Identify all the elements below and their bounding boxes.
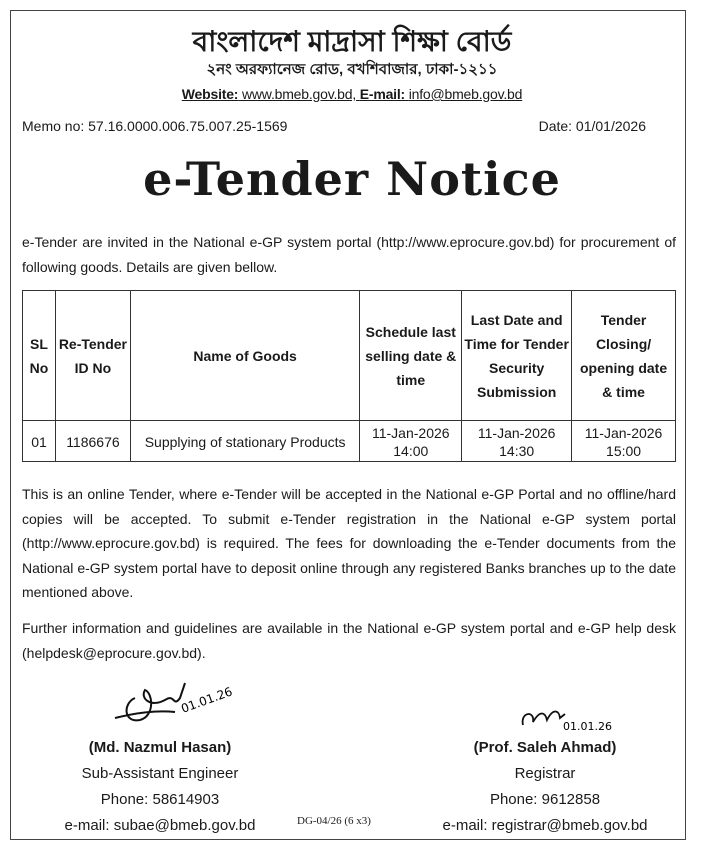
- cell-sl: 01: [23, 421, 56, 462]
- website-link[interactable]: www.bmeb.gov.bd,: [241, 86, 357, 102]
- email-label: E-mail:: [359, 86, 406, 102]
- signatory-name: (Prof. Saleh Ahmad): [473, 739, 617, 756]
- tender-table: [22, 290, 676, 462]
- cell-id: 1186676: [55, 421, 130, 462]
- signatory-left: [40, 735, 280, 839]
- table-row: [23, 421, 676, 462]
- further-info-paragraph: Further information and guidelines are available in the National e-GP system portal and e-GP help desk (helpdesk@eprocure.gov.bd).: [22, 620, 676, 661]
- memo-number: Memo no: 57.16.0000.006.75.007.25-1569: [22, 118, 288, 134]
- intro-paragraph: e-Tender are invited in the National e-GP system portal (http://www.eprocure.gov.bd) for procurement of following goods. Details are given bellow.: [22, 234, 676, 275]
- signature-left: [105, 678, 235, 728]
- header-closing: Tender Closing/ opening date & time: [572, 291, 676, 421]
- cell-goods: Supplying of stationary Products: [130, 421, 359, 462]
- cell-closing: 11-Jan-2026 15:00: [572, 421, 676, 462]
- website-label: Website:: [181, 86, 239, 102]
- notice-date: Date: 01/01/2026: [538, 118, 646, 134]
- signatory-name: (Md. Nazmul Hasan): [88, 739, 232, 756]
- signatory-email[interactable]: e-mail: registrar@bmeb.gov.bd: [442, 817, 648, 834]
- header-security: Last Date and Time for Tender Security Submission: [462, 291, 572, 421]
- header-sl: SL No: [23, 291, 56, 421]
- signatory-phone: Phone: 58614903: [100, 791, 220, 808]
- signature-right: [515, 700, 645, 740]
- table-header-row: [23, 291, 676, 421]
- signature-date-left: 01.01.26: [179, 684, 235, 716]
- org-address: ২নং অরফ্যানেজ রোড, বখশিবাজার, ঢাকা-১২১১: [206, 61, 498, 78]
- signatory-right: [420, 735, 670, 839]
- contact-line: [0, 86, 704, 102]
- document-code: DG-04/26 (6 x3): [297, 815, 371, 827]
- email-link[interactable]: info@bmeb.gov.bd: [408, 86, 523, 102]
- org-name: বাংলাদেশ মাদ্রাসা শিক্ষা বোর্ড: [192, 26, 512, 57]
- signatory-email[interactable]: e-mail: subae@bmeb.gov.bd: [64, 817, 256, 834]
- page-title: e-Tender Notice: [143, 152, 561, 206]
- signatory-title: Sub-Assistant Engineer: [81, 765, 239, 782]
- signatory-title: Registrar: [514, 765, 576, 782]
- body-paragraph: This is an online Tender, where e-Tender will be accepted in the National e-GP Portal and no offline/hard copies will be accepted. To submit e-Tender registration in the National e-GP system portal (http://www.eprocure.gov.bd) is required. The fees for downloading the e-Tender documents from the National e-GP system portal have to deposit online through any registered Banks branches up to the date mentioned above.: [22, 486, 676, 600]
- cell-security: 11-Jan-2026 14:30: [462, 421, 572, 462]
- header-goods: Name of Goods: [130, 291, 359, 421]
- header-id: Re-Tender ID No: [55, 291, 130, 421]
- signatory-phone: Phone: 9612858: [489, 791, 601, 808]
- header-schedule: Schedule last selling date & time: [360, 291, 462, 421]
- signature-date-right: 01.01.26: [563, 720, 612, 733]
- cell-schedule: 11-Jan-2026 14:00: [360, 421, 462, 462]
